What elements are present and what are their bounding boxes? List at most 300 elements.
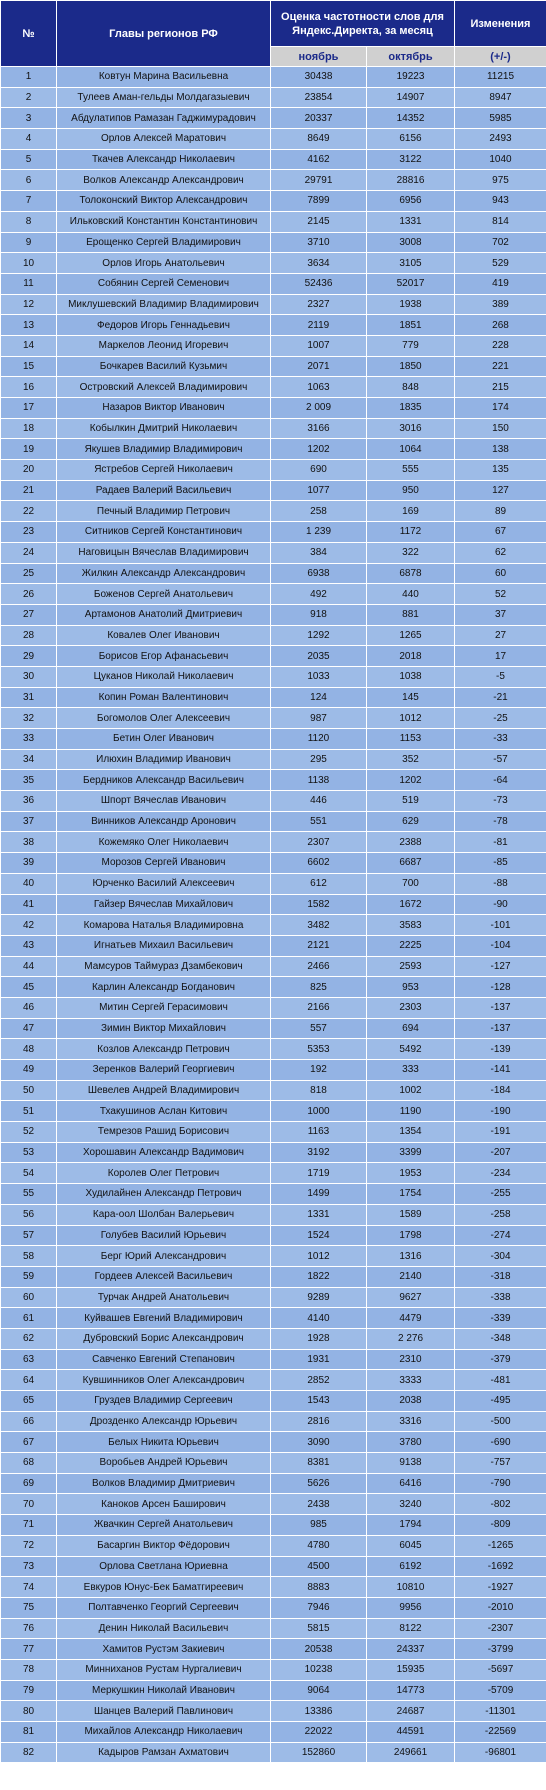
table-row [1, 522, 546, 543]
row-november: 1063 [271, 377, 367, 398]
row-number: 1 [1, 67, 57, 88]
row-october: 6687 [367, 853, 455, 874]
row-number: 20 [1, 460, 57, 481]
row-number: 64 [1, 1370, 57, 1391]
row-diff: -274 [455, 1225, 546, 1246]
row-october: 9956 [367, 1597, 455, 1618]
row-october: 28816 [367, 170, 455, 191]
row-november: 1012 [271, 1246, 367, 1267]
row-november: 612 [271, 873, 367, 894]
header-october: октябрь [367, 47, 455, 67]
row-october: 249661 [367, 1742, 455, 1763]
row-number: 76 [1, 1618, 57, 1639]
row-number: 25 [1, 563, 57, 584]
row-diff: 89 [455, 501, 546, 522]
table-row [1, 1494, 546, 1515]
row-number: 16 [1, 377, 57, 398]
row-november: 3482 [271, 915, 367, 936]
header-november: ноябрь [271, 47, 367, 67]
row-number: 80 [1, 1701, 57, 1722]
row-november: 9064 [271, 1680, 367, 1701]
row-diff: -495 [455, 1391, 546, 1412]
row-november: 1543 [271, 1391, 367, 1412]
table-row [1, 729, 546, 750]
row-november: 1138 [271, 770, 367, 791]
row-diff: -191 [455, 1122, 546, 1143]
row-number: 26 [1, 584, 57, 605]
row-number: 71 [1, 1515, 57, 1536]
table-row [1, 1101, 546, 1122]
row-october: 1953 [367, 1163, 455, 1184]
row-number: 9 [1, 232, 57, 253]
row-november: 52436 [271, 273, 367, 294]
row-number: 48 [1, 1039, 57, 1060]
row-name: Меркушкин Николай Иванович [57, 1680, 271, 1701]
row-november: 918 [271, 604, 367, 625]
row-number: 51 [1, 1101, 57, 1122]
row-name: Белых Никита Юрьевич [57, 1432, 271, 1453]
row-name: Ильковский Константин Константинович [57, 211, 271, 232]
table-row [1, 542, 546, 563]
table-row [1, 853, 546, 874]
table-row [1, 873, 546, 894]
table-row [1, 1639, 546, 1660]
row-october: 3122 [367, 149, 455, 170]
row-name: Денин Николай Васильевич [57, 1618, 271, 1639]
table-row [1, 977, 546, 998]
table-row [1, 129, 546, 150]
table-row [1, 170, 546, 191]
row-october: 1064 [367, 439, 455, 460]
row-november: 2145 [271, 211, 367, 232]
row-name: Ткачев Александр Николаевич [57, 149, 271, 170]
row-november: 551 [271, 811, 367, 832]
row-number: 27 [1, 604, 57, 625]
row-name: Хорошавин Александр Вадимович [57, 1142, 271, 1163]
row-diff: 67 [455, 522, 546, 543]
row-october: 14352 [367, 108, 455, 129]
row-november: 1077 [271, 480, 367, 501]
row-diff: -81 [455, 832, 546, 853]
row-number: 30 [1, 666, 57, 687]
row-name: Берг Юрий Александрович [57, 1246, 271, 1267]
row-november: 5626 [271, 1473, 367, 1494]
row-name: Якушев Владимир Владимирович [57, 439, 271, 460]
row-november: 2071 [271, 356, 367, 377]
table-row [1, 1432, 546, 1453]
row-october: 555 [367, 460, 455, 481]
table-row [1, 1039, 546, 1060]
row-name: Маркелов Леонид Игоревич [57, 335, 271, 356]
row-name: Шевелев Андрей Владимирович [57, 1080, 271, 1101]
table-row [1, 1266, 546, 1287]
row-name: Тхакушинов Аслан Китович [57, 1101, 271, 1122]
row-diff: -141 [455, 1060, 546, 1081]
row-november: 3166 [271, 418, 367, 439]
table-row [1, 1122, 546, 1143]
row-october: 14907 [367, 87, 455, 108]
table-row [1, 1018, 546, 1039]
row-diff: -90 [455, 894, 546, 915]
row-october: 52017 [367, 273, 455, 294]
row-november: 492 [271, 584, 367, 605]
row-october: 1589 [367, 1204, 455, 1225]
row-november: 2119 [271, 315, 367, 336]
row-number: 74 [1, 1577, 57, 1598]
row-october: 333 [367, 1060, 455, 1081]
row-number: 82 [1, 1742, 57, 1763]
row-name: Абдулатипов Рамазан Гаджимурадович [57, 108, 271, 129]
row-november: 5353 [271, 1039, 367, 1060]
row-number: 53 [1, 1142, 57, 1163]
row-name: Евкуров Юнус-Бек Баматгиреевич [57, 1577, 271, 1598]
row-november: 2 009 [271, 398, 367, 419]
row-october: 3583 [367, 915, 455, 936]
row-november: 557 [271, 1018, 367, 1039]
row-number: 2 [1, 87, 57, 108]
row-diff: -184 [455, 1080, 546, 1101]
row-number: 42 [1, 915, 57, 936]
table-row [1, 480, 546, 501]
row-name: Гордеев Алексей Васильевич [57, 1266, 271, 1287]
row-diff: -802 [455, 1494, 546, 1515]
row-october: 881 [367, 604, 455, 625]
row-name: Копин Роман Валентинович [57, 687, 271, 708]
row-diff: -207 [455, 1142, 546, 1163]
row-diff: 2493 [455, 129, 546, 150]
row-diff: -258 [455, 1204, 546, 1225]
row-name: Бочкарев Василий Кузьмич [57, 356, 271, 377]
row-november: 152860 [271, 1742, 367, 1763]
row-number: 45 [1, 977, 57, 998]
row-number: 15 [1, 356, 57, 377]
row-november: 2466 [271, 956, 367, 977]
row-november: 2166 [271, 997, 367, 1018]
row-october: 1002 [367, 1080, 455, 1101]
row-number: 44 [1, 956, 57, 977]
row-number: 4 [1, 129, 57, 150]
row-diff: -481 [455, 1370, 546, 1391]
row-diff: -25 [455, 708, 546, 729]
table-row [1, 1225, 546, 1246]
row-diff: -139 [455, 1039, 546, 1060]
row-number: 34 [1, 749, 57, 770]
row-number: 33 [1, 729, 57, 750]
table-row [1, 67, 546, 88]
row-number: 36 [1, 791, 57, 812]
row-october: 24687 [367, 1701, 455, 1722]
row-october: 2018 [367, 646, 455, 667]
row-diff: -348 [455, 1328, 546, 1349]
row-diff: 389 [455, 294, 546, 315]
table-row [1, 108, 546, 129]
row-number: 23 [1, 522, 57, 543]
row-october: 2303 [367, 997, 455, 1018]
row-number: 57 [1, 1225, 57, 1246]
row-number: 6 [1, 170, 57, 191]
row-number: 62 [1, 1328, 57, 1349]
row-number: 54 [1, 1163, 57, 1184]
row-october: 2140 [367, 1266, 455, 1287]
row-diff: -809 [455, 1515, 546, 1536]
row-name: Ковалев Олег Иванович [57, 625, 271, 646]
row-name: Минниханов Рустам Нургалиевич [57, 1659, 271, 1680]
row-diff: 529 [455, 253, 546, 274]
table-row [1, 1328, 546, 1349]
table-row [1, 1163, 546, 1184]
row-number: 70 [1, 1494, 57, 1515]
row-october: 629 [367, 811, 455, 832]
row-october: 145 [367, 687, 455, 708]
row-november: 4162 [271, 149, 367, 170]
row-diff: 138 [455, 439, 546, 460]
row-november: 987 [271, 708, 367, 729]
row-number: 5 [1, 149, 57, 170]
row-diff: -379 [455, 1349, 546, 1370]
row-name: Каноков Арсен Баширович [57, 1494, 271, 1515]
row-name: Волков Владимир Дмитриевич [57, 1473, 271, 1494]
row-name: Ситников Сергей Константинович [57, 522, 271, 543]
row-diff: -96801 [455, 1742, 546, 1763]
table-row [1, 232, 546, 253]
table-row [1, 87, 546, 108]
row-october: 519 [367, 791, 455, 812]
row-october: 953 [367, 977, 455, 998]
table-row [1, 770, 546, 791]
row-number: 68 [1, 1453, 57, 1474]
row-october: 2 276 [367, 1328, 455, 1349]
row-number: 79 [1, 1680, 57, 1701]
row-name: Кожемяко Олег Николаевич [57, 832, 271, 853]
row-number: 24 [1, 542, 57, 563]
row-november: 1582 [271, 894, 367, 915]
row-name: Волков Александр Александрович [57, 170, 271, 191]
row-name: Собянин Сергей Семенович [57, 273, 271, 294]
table-row [1, 1742, 546, 1763]
row-name: Михайлов Александр Николаевич [57, 1722, 271, 1743]
row-october: 24337 [367, 1639, 455, 1660]
row-diff: -500 [455, 1411, 546, 1432]
table-row [1, 915, 546, 936]
table-row [1, 997, 546, 1018]
row-number: 29 [1, 646, 57, 667]
row-diff: -88 [455, 873, 546, 894]
row-diff: -690 [455, 1432, 546, 1453]
row-number: 41 [1, 894, 57, 915]
row-october: 9138 [367, 1453, 455, 1474]
row-name: Дрозденко Александр Юрьевич [57, 1411, 271, 1432]
row-name: Федоров Игорь Геннадьевич [57, 315, 271, 336]
row-november: 2327 [271, 294, 367, 315]
row-number: 7 [1, 191, 57, 212]
row-november: 10238 [271, 1659, 367, 1680]
table-row [1, 935, 546, 956]
table-body [1, 67, 546, 1763]
row-number: 12 [1, 294, 57, 315]
row-name: Козлов Александр Петрович [57, 1039, 271, 1060]
row-diff: 17 [455, 646, 546, 667]
row-november: 1331 [271, 1204, 367, 1225]
row-november: 2816 [271, 1411, 367, 1432]
table-row [1, 1308, 546, 1329]
row-november: 295 [271, 749, 367, 770]
table-row [1, 1515, 546, 1536]
row-name: Артамонов Анатолий Дмитриевич [57, 604, 271, 625]
table-row [1, 749, 546, 770]
row-october: 2388 [367, 832, 455, 853]
row-november: 8883 [271, 1577, 367, 1598]
row-november: 2035 [271, 646, 367, 667]
table-row [1, 315, 546, 336]
row-name: Темрезов Рашид Борисович [57, 1122, 271, 1143]
row-diff: 150 [455, 418, 546, 439]
row-name: Цуканов Николай Николаевич [57, 666, 271, 687]
row-number: 81 [1, 1722, 57, 1743]
row-number: 61 [1, 1308, 57, 1329]
row-name: Митин Сергей Герасимович [57, 997, 271, 1018]
row-number: 17 [1, 398, 57, 419]
row-november: 192 [271, 1060, 367, 1081]
row-october: 779 [367, 335, 455, 356]
row-november: 1822 [271, 1266, 367, 1287]
row-diff: 52 [455, 584, 546, 605]
table-row [1, 1680, 546, 1701]
row-diff: 814 [455, 211, 546, 232]
row-name: Богомолов Олег Алексеевич [57, 708, 271, 729]
row-number: 43 [1, 935, 57, 956]
row-diff: -1692 [455, 1556, 546, 1577]
row-diff: 5985 [455, 108, 546, 129]
row-october: 2310 [367, 1349, 455, 1370]
header-name: Главы регионов РФ [57, 1, 271, 67]
row-diff: -64 [455, 770, 546, 791]
row-number: 32 [1, 708, 57, 729]
row-name: Борисов Егор Афанасьевич [57, 646, 271, 667]
row-name: Печный Владимир Петрович [57, 501, 271, 522]
table-row [1, 1556, 546, 1577]
row-number: 39 [1, 853, 57, 874]
row-diff: -22569 [455, 1722, 546, 1743]
row-name: Полтавченко Георгий Сергеевич [57, 1597, 271, 1618]
row-october: 19223 [367, 67, 455, 88]
row-name: Кувшинников Олег Александрович [57, 1370, 271, 1391]
row-diff: -128 [455, 977, 546, 998]
table-row [1, 439, 546, 460]
row-number: 63 [1, 1349, 57, 1370]
row-october: 4479 [367, 1308, 455, 1329]
row-name: Худилайнен Александр Петрович [57, 1184, 271, 1205]
row-october: 1265 [367, 625, 455, 646]
row-diff: -57 [455, 749, 546, 770]
row-number: 69 [1, 1473, 57, 1494]
table-row [1, 1287, 546, 1308]
row-november: 1163 [271, 1122, 367, 1143]
row-october: 3240 [367, 1494, 455, 1515]
row-november: 5815 [271, 1618, 367, 1639]
row-november: 1000 [271, 1101, 367, 1122]
table-row [1, 418, 546, 439]
row-name: Гайзер Вячеслав Михайлович [57, 894, 271, 915]
row-october: 1835 [367, 398, 455, 419]
row-october: 440 [367, 584, 455, 605]
row-october: 6156 [367, 129, 455, 150]
row-november: 22022 [271, 1722, 367, 1743]
row-november: 7946 [271, 1597, 367, 1618]
row-number: 60 [1, 1287, 57, 1308]
row-name: Тулеев Аман-гельды Молдагазыевич [57, 87, 271, 108]
row-number: 55 [1, 1184, 57, 1205]
table-row [1, 1453, 546, 1474]
row-november: 23854 [271, 87, 367, 108]
row-november: 4500 [271, 1556, 367, 1577]
row-october: 3399 [367, 1142, 455, 1163]
row-diff: 419 [455, 273, 546, 294]
row-october: 2593 [367, 956, 455, 977]
row-diff: 135 [455, 460, 546, 481]
row-name: Жвачкин Сергей Анатольевич [57, 1515, 271, 1536]
row-name: Радаев Валерий Васильевич [57, 480, 271, 501]
row-diff: 60 [455, 563, 546, 584]
table-row [1, 1659, 546, 1680]
row-number: 52 [1, 1122, 57, 1143]
row-november: 3634 [271, 253, 367, 274]
row-number: 67 [1, 1432, 57, 1453]
row-november: 1007 [271, 335, 367, 356]
row-diff: -1265 [455, 1535, 546, 1556]
row-october: 1798 [367, 1225, 455, 1246]
row-name: Шпорт Вячеслав Иванович [57, 791, 271, 812]
table-row [1, 1370, 546, 1391]
row-number: 18 [1, 418, 57, 439]
row-number: 22 [1, 501, 57, 522]
row-november: 4140 [271, 1308, 367, 1329]
table-row [1, 1184, 546, 1205]
row-number: 11 [1, 273, 57, 294]
row-diff: -85 [455, 853, 546, 874]
table-row [1, 708, 546, 729]
row-diff: -73 [455, 791, 546, 812]
row-october: 6045 [367, 1535, 455, 1556]
row-diff: -137 [455, 1018, 546, 1039]
row-october: 6878 [367, 563, 455, 584]
row-name: Орлова Светлана Юриевна [57, 1556, 271, 1577]
row-november: 3710 [271, 232, 367, 253]
row-diff: -5 [455, 666, 546, 687]
row-november: 2307 [271, 832, 367, 853]
row-number: 56 [1, 1204, 57, 1225]
row-october: 1754 [367, 1184, 455, 1205]
row-november: 690 [271, 460, 367, 481]
row-october: 14773 [367, 1680, 455, 1701]
row-october: 15935 [367, 1659, 455, 1680]
row-october: 1316 [367, 1246, 455, 1267]
row-diff: -790 [455, 1473, 546, 1494]
row-october: 1172 [367, 522, 455, 543]
row-diff: 975 [455, 170, 546, 191]
row-october: 6192 [367, 1556, 455, 1577]
row-number: 66 [1, 1411, 57, 1432]
row-number: 78 [1, 1659, 57, 1680]
row-number: 13 [1, 315, 57, 336]
row-diff: 27 [455, 625, 546, 646]
row-name: Кобылкин Дмитрий Николаевич [57, 418, 271, 439]
row-october: 848 [367, 377, 455, 398]
table-header [1, 1, 546, 67]
row-name: Зимин Виктор Михайлович [57, 1018, 271, 1039]
table-row [1, 1618, 546, 1639]
row-number: 77 [1, 1639, 57, 1660]
row-diff: -5697 [455, 1659, 546, 1680]
